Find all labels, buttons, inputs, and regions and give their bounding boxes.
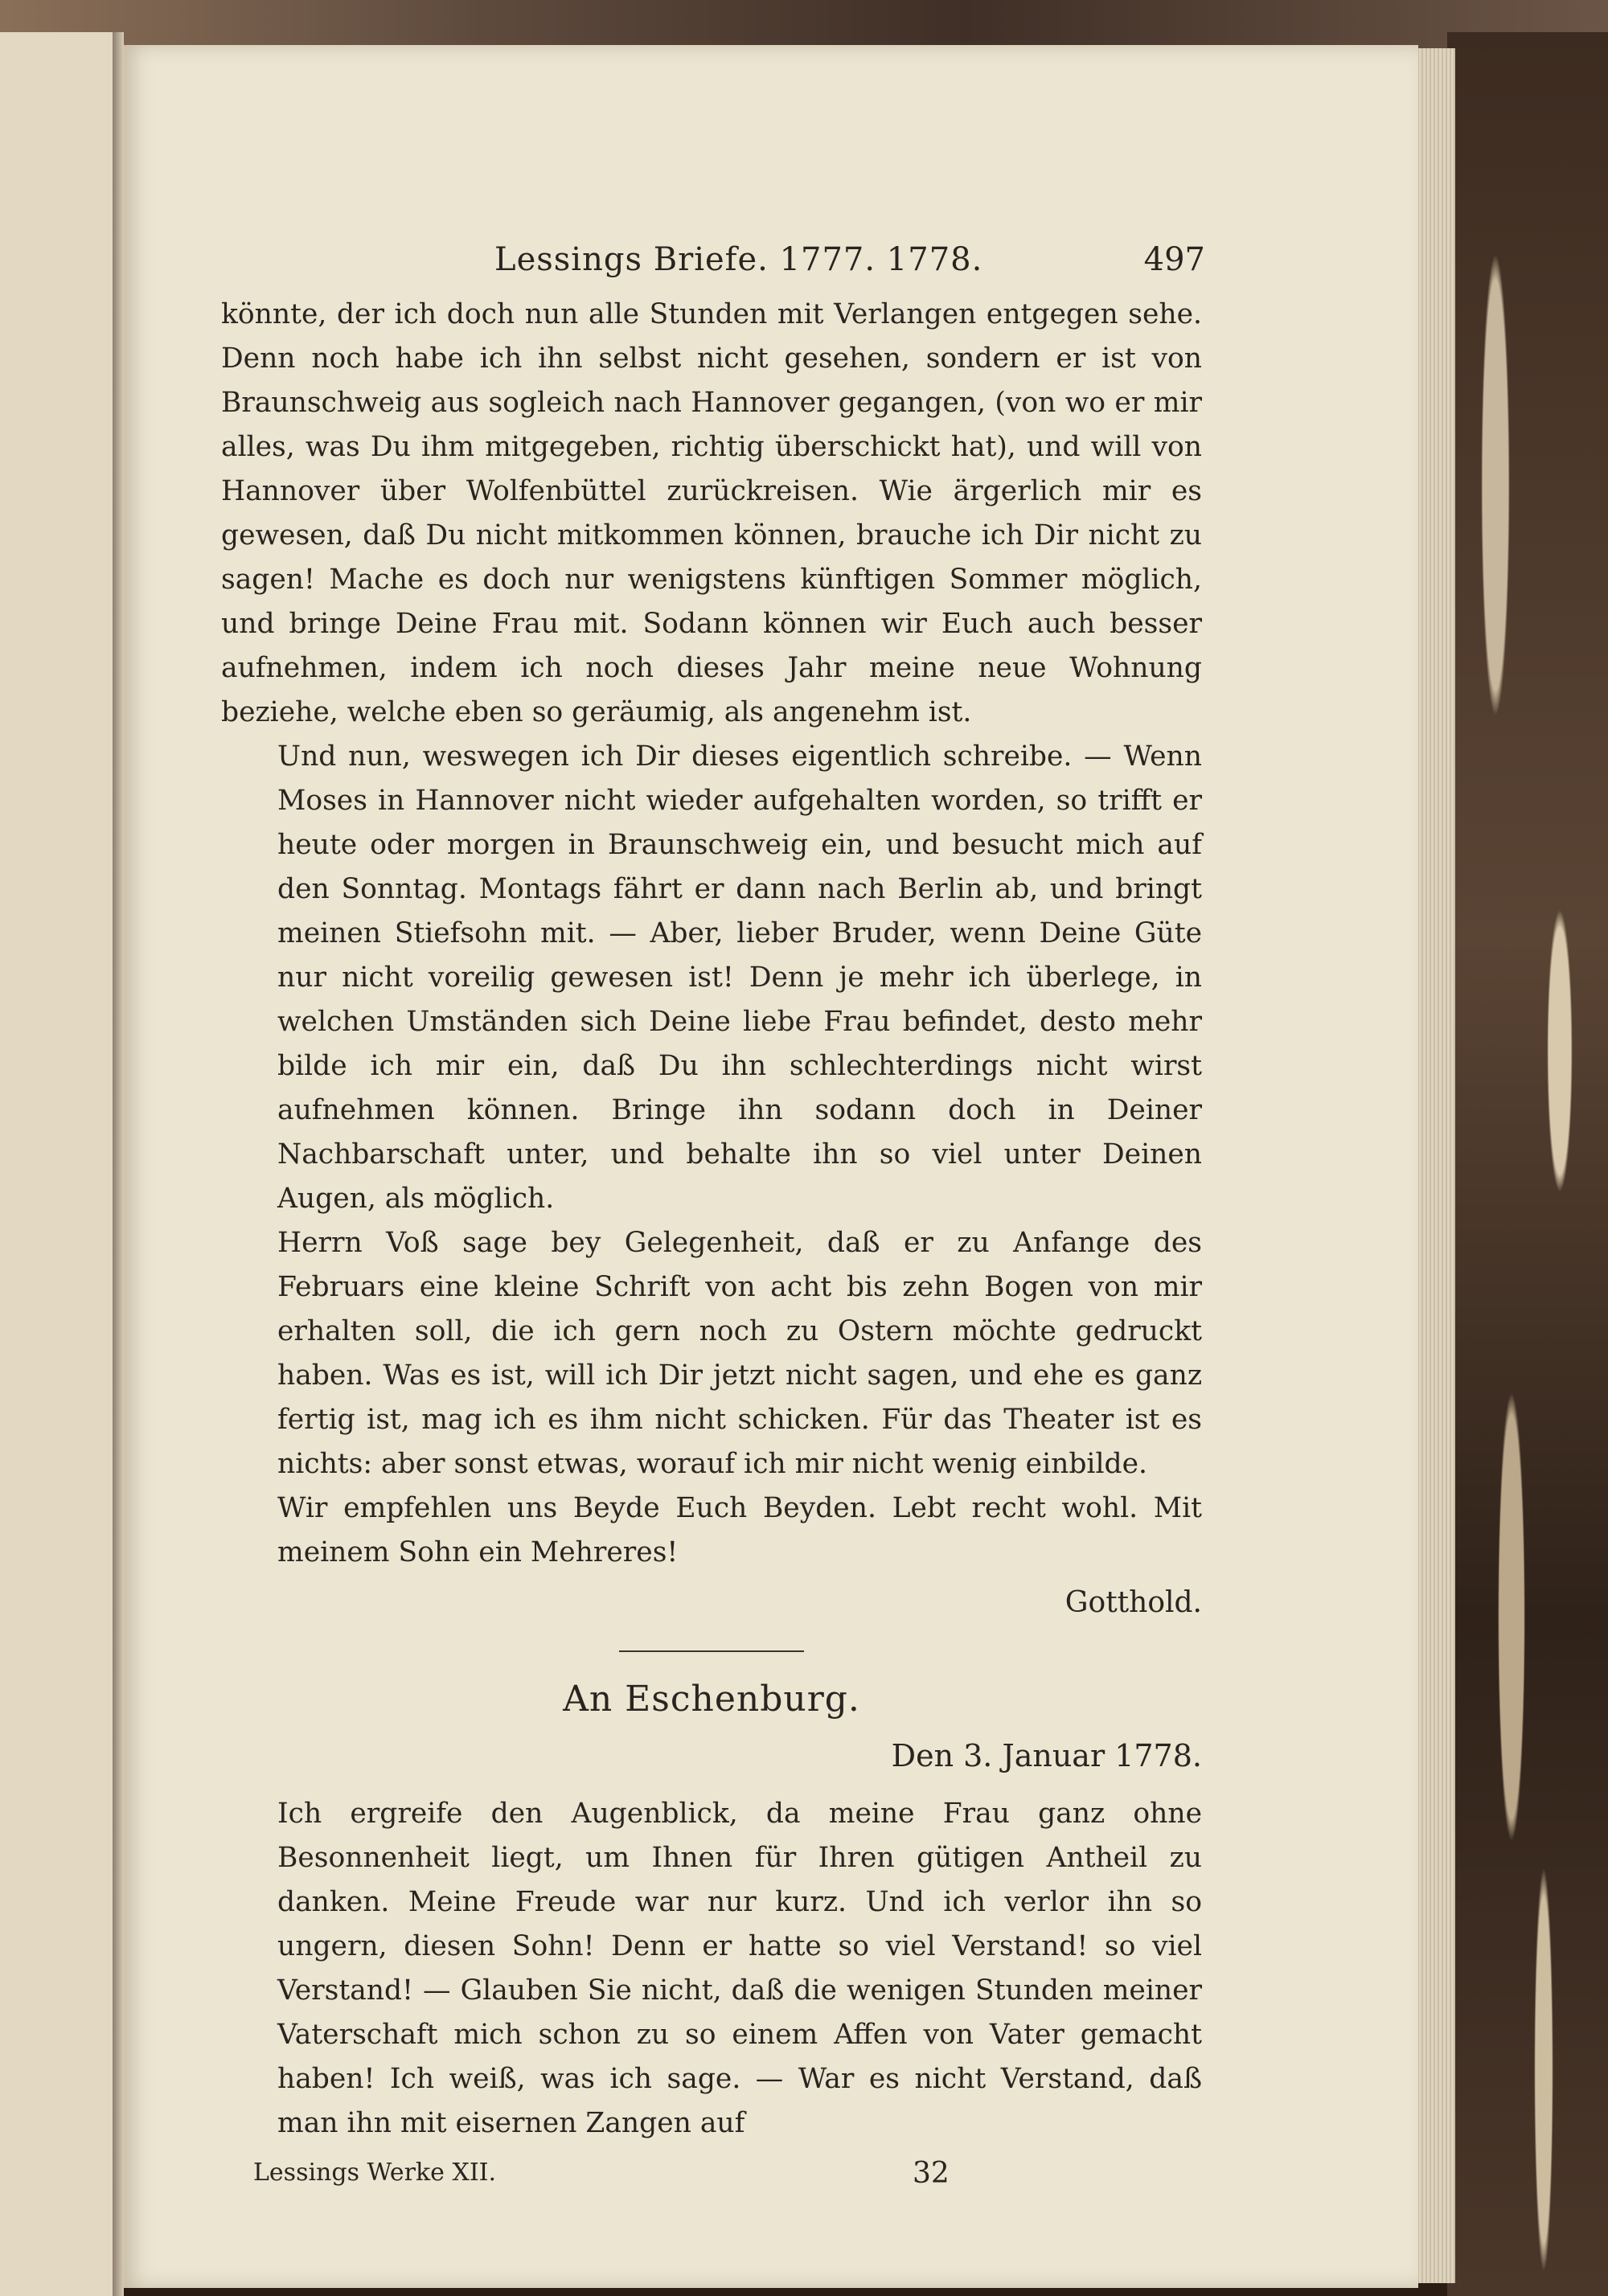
letter-body xyxy=(221,1792,1202,2146)
page-content xyxy=(221,241,1205,2202)
printer-signature-title: Lessings Werke XII. xyxy=(253,2159,497,2187)
book-gutter xyxy=(113,32,124,2296)
running-head xyxy=(221,241,1205,293)
section-divider xyxy=(619,1650,804,1652)
paragraph: Und nun, weswegen ich Dir dieses eigentlich schreibe. — Wenn Moses in Hannover nicht wieder aufgehalten worden, so trifft er heute oder morgen in Braunschweig ein, und besucht mich auf den Sonntag. Montags fährt er dann nach Berlin ab, und bringt meinen Stiefsohn mit. — Aber, lieber Bruder, wenn Deine Güte nur nicht voreilig gewesen ist! Denn je mehr ich überlege, in welchen Umständen sich Deine liebe Frau befindet, desto mehr bilde ich mir ein, daß Du ihn schlechterdings nicht wirst aufnehmen können. Bringe ihn sodann doch in Deiner Nachbarschaft unter, und behalte ihn so viel unter Deinen Augen, als möglich. xyxy=(277,740,1202,1215)
paragraph: Herrn Voß sage bey Gelegenheit, daß er zu Anfange des Februars eine kleine Schrift von acht bis zehn Bogen von mir erhalten soll, die ich gern noch zu Ostern möchte gedruckt haben. Was es ist, will ich Dir jetzt nicht sagen, und ehe es ganz fertig ist, mag ich es ihm nicht schicken. Für das Theater ist es nichts: aber sonst etwas, worauf ich mir nicht wenig einbilde. xyxy=(277,1227,1202,1480)
letter-date: Den 3. Januar 1778. xyxy=(891,1738,1202,1773)
letter-signature: Gotthold. xyxy=(1064,1586,1202,1619)
paragraph: Ich ergreife den Augenblick, da meine Frau ganz ohne Besonnenheit liegt, um Ihnen für Ihren gütigen Antheil zu danken. Meine Freude war nur kurz. Und ich verlor ihn so ungern, diesen Sohn! Denn er hatte so viel Verstand! so viel Verstand! — Glauben Sie nicht, daß die wenigen Stunden meiner Vaterschaft mich schon zu so einem Affen von Vater gemacht haben! Ich weiß, was ich sage. — War es nicht Verstand, daß man ihn mit eisernen Zangen auf xyxy=(277,1798,1202,2139)
paragraph: Wir empfehlen uns Beyde Euch Beyden. Lebt recht wohl. Mit meinem Sohn ein Mehreres! xyxy=(277,1492,1202,1568)
marbled-cover xyxy=(1447,32,1608,2296)
running-title: Lessings Briefe. 1777. 1778. xyxy=(494,241,983,278)
printer-signature-number: 32 xyxy=(913,2157,950,2190)
left-page-edge xyxy=(0,32,117,2296)
letter-body xyxy=(221,293,1202,1575)
page-footer xyxy=(221,2154,1202,2202)
letter-heading: An Eschenburg. xyxy=(563,1679,860,1720)
book-binding-top xyxy=(0,0,1608,48)
paragraph: könnte, der ich doch nun alle Stunden mit Verlangen entgegen sehe. Denn noch habe ich ihn selbst nicht gesehen, sondern er ist von Braunschweig aus sogleich nach Hannover gegangen, (von wo er mir alles, was Du ihm mitgegeben, richtig überschickt hat), und will von Hannover über Wolfenbüttel zurückreisen. Wie ärgerlich mir es gewesen, daß Du nicht mitkommen können, brauche ich Dir nicht zu sagen! Mache es doch nur wenigstens künftigen Sommer möglich, und bringe Deine Frau mit. Sodann können wir Euch auch besser aufnehmen, indem ich noch dieses Jahr meine neue Wohnung beziehe, welche eben so geräumig, als angenehm ist. xyxy=(221,298,1202,728)
page-stack-edge xyxy=(1415,48,1455,2283)
page-number: 497 xyxy=(1143,241,1205,278)
